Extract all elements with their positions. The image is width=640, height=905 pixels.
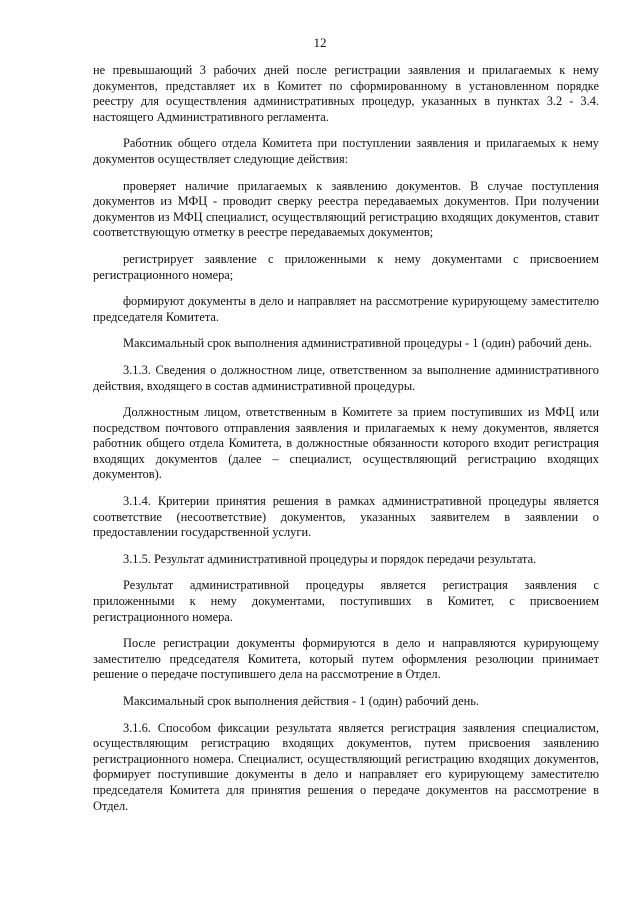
document-body: [93, 63, 599, 825]
paragraph-max-term-action: Максимальный срок выполнения действия - 1 (один) рабочий день.: [123, 694, 480, 708]
page-number: 12: [313, 35, 327, 50]
paragraph-continuation: не превышающий 3 рабочих дней после регистрации заявления и прилагаемых к нему документов, представляет их в Комитет по сформированному в установленном порядке реестру для осуществления административных процедур, указанных в пунктах 3.2 - 3.4. настоящего Административного регламента.: [93, 63, 599, 124]
paragraph-3-1-4: 3.1.4. Критерии принятия решения в рамках административной процедуры является соответствие (несоответствие) документов, указанных заявителем в заявлении о предоставлении государственной услуги.: [93, 494, 599, 540]
paragraph-worker-actions: Работник общего отдела Комитета при поступлении заявления и прилагаемых к нему документов осуществляет следующие действия:: [93, 136, 599, 166]
paragraph-form-case: формируют документы в дело и направляет на рассмотрение курирующему заместителю председателя Комитета.: [93, 294, 599, 324]
paragraph-3-1-3: 3.1.3. Сведения о должностном лице, ответственном за выполнение административного действия, входящего в состав административной процедуры.: [93, 362, 599, 393]
paragraph-max-term-procedure: Максимальный срок выполнения административной процедуры - 1 (один) рабочий день.: [123, 336, 592, 351]
paragraph-register: регистрирует заявление с приложенными к нему документами с присвоением регистрационного номера;: [93, 251, 599, 282]
paragraph-3-1-6: 3.1.6. Способом фиксации результата является регистрация заявления специалистом, осуществляющим регистрацию входящих документов, путем присвоения заявлению регистрационного номера. Специалист, осуществляющий регистрацию входящих документов, формирует поступившие документы в дело и направляет его курирующему заместителю председателя Комитета для принятия решения о передаче документов на рассмотрение в Отдел.: [93, 720, 599, 813]
paragraph-after-registration: После регистрации документы формируются в дело и направляются курирующему заместителю председателя Комитета, который путем оформления резолюции принимает решение о передаче поступившего дела на рассмотрение в Отдел.: [93, 636, 599, 682]
paragraph-3-1-5: 3.1.5. Результат административной процедуры и порядок передачи результата.: [123, 551, 537, 566]
paragraph-check-documents: проверяет наличие прилагаемых к заявлению документов. В случае поступления документов из МФЦ - проводит сверку реестра передаваемых документов. При получении документов из МФЦ специалист, осуществляющий регистрацию входящих документов, ставит соответствующую отметку в реестре передаваемых документов;: [93, 178, 599, 240]
paragraph-result: Результат административной процедуры является регистрация заявления с приложенными к нему документами, поступивших в Комитет, с присвоением регистрационного номера.: [93, 578, 599, 624]
paragraph-responsible-person: Должностным лицом, ответственным в Комитете за прием поступивших из МФЦ или посредством почтового отправления заявления и прилагаемых к нему документов, является работник общего отдела Комитета, в должностные обязанности которого входит регистрация входящих документов (далее – специалист, осуществляющий регистрацию входящих документов).: [93, 405, 599, 482]
